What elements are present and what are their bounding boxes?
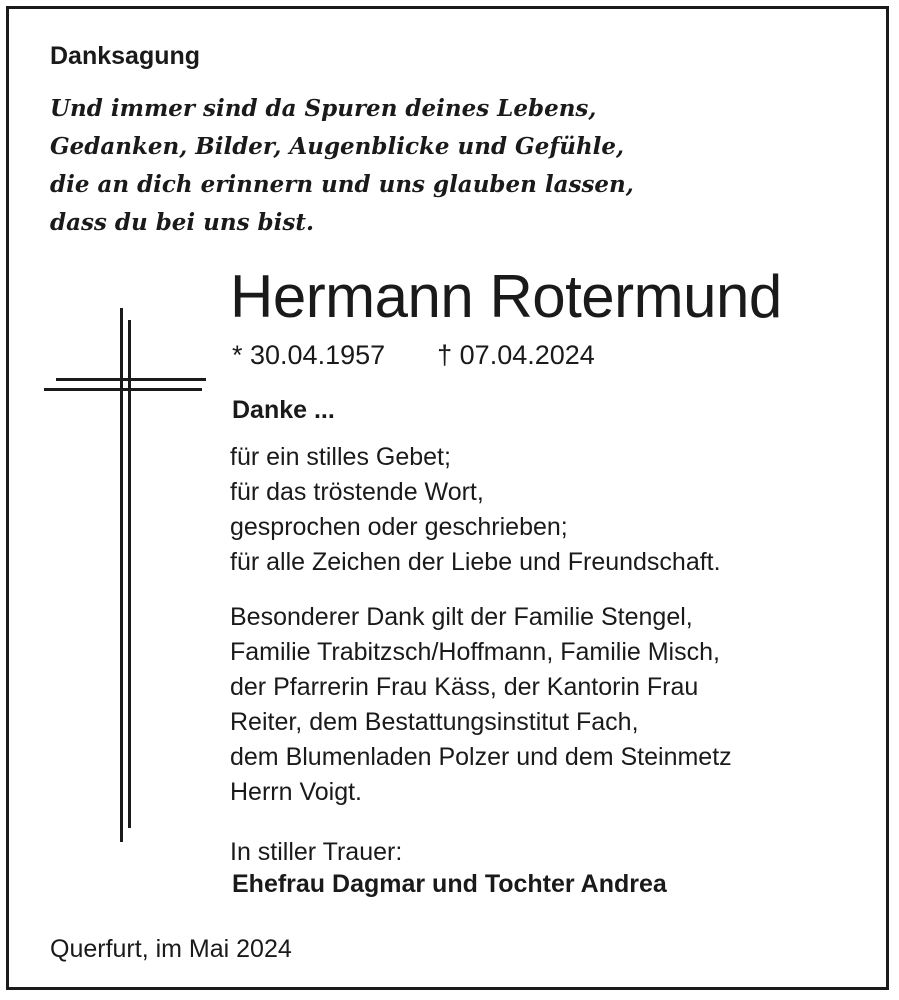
special-line: dem Blumenladen Polzer und dem Steinmetz	[230, 743, 732, 771]
deceased-name: Hermann Rotermund	[230, 263, 782, 330]
motto-line: die an dich erinnern und uns glauben lassen,	[50, 171, 634, 198]
notice-heading: Danksagung	[50, 42, 201, 70]
mourning-label: In stiller Trauer:	[230, 838, 403, 866]
thanks-line: gesprochen oder geschrieben;	[230, 513, 568, 541]
death-date: † 07.04.2024	[437, 340, 595, 370]
special-line: Familie Trabitzsch/Hoffmann, Familie Misch,	[230, 638, 720, 666]
special-thanks	[230, 600, 732, 810]
motto-line: Gedanken, Bilder, Augenblicke und Gefühle,	[50, 133, 625, 160]
birth-date: * 30.04.1957	[232, 340, 386, 370]
thanks-list	[230, 440, 721, 580]
special-line: Reiter, dem Bestattungsinstitut Fach,	[230, 708, 639, 736]
cross-icon	[40, 308, 210, 842]
thanks-line: für ein stilles Gebet;	[230, 443, 451, 471]
life-dates	[232, 340, 595, 371]
thanks-line: für das tröstende Wort,	[230, 478, 484, 506]
special-line: der Pfarrerin Frau Käss, der Kantorin Frau	[230, 673, 699, 701]
signatories: Ehefrau Dagmar und Tochter Andrea	[232, 870, 667, 898]
special-line: Besonderer Dank gilt der Familie Stengel,	[230, 603, 693, 631]
place-date: Querfurt, im Mai 2024	[50, 935, 292, 963]
motto-line: Und immer sind da Spuren deines Lebens,	[50, 95, 597, 122]
motto-line: dass du bei uns bist.	[50, 209, 314, 236]
thanks-title: Danke ...	[232, 396, 335, 424]
motto-verse	[50, 90, 634, 242]
special-line: Herrn Voigt.	[230, 778, 363, 806]
thanks-line: für alle Zeichen der Liebe und Freundschaft.	[230, 548, 721, 576]
